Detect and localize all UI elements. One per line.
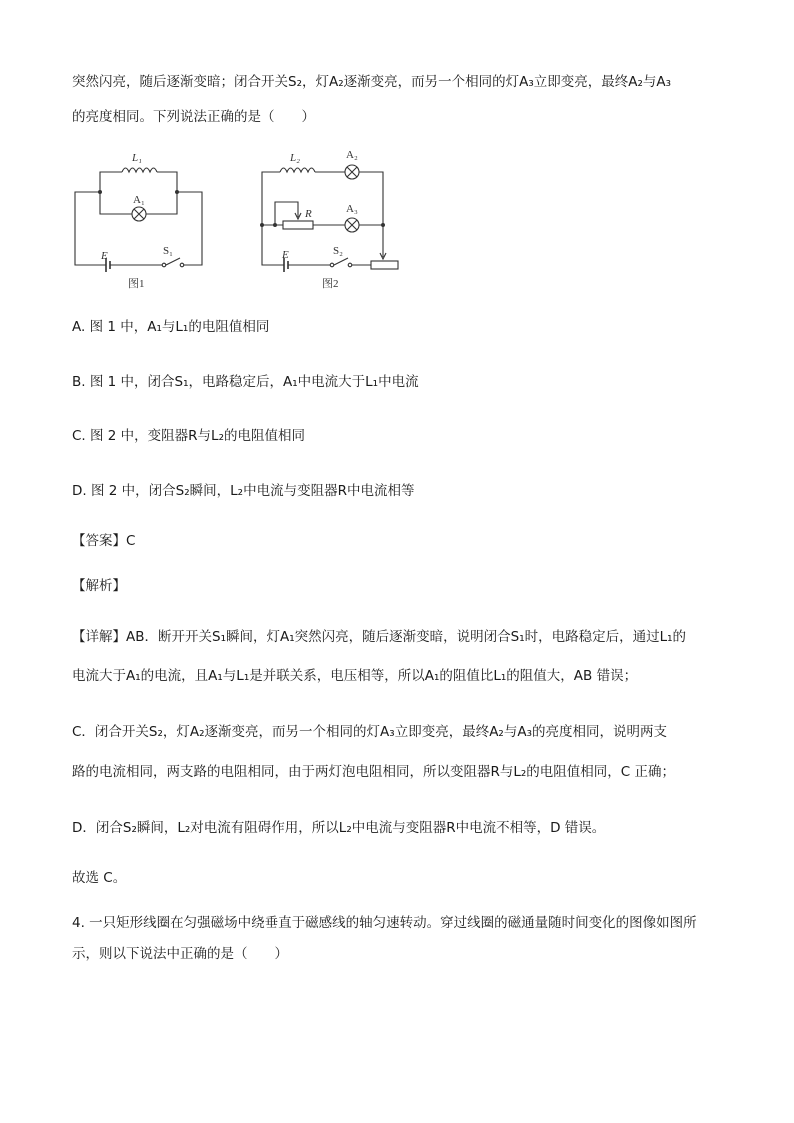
circuit-figures <box>70 145 410 295</box>
analysis-conclusion: 故选 C。 <box>72 870 127 886</box>
rheostat-r <box>283 221 313 229</box>
option-a: A. 图 1 中，A₁与L₁的电阻值相同 <box>72 319 270 335</box>
analysis-p2-line1: C．闭合开关S₂，灯A₂逐渐变亮，而另一个相同的灯A₃立即变亮，最终A₂与A₃的亮度相同，说明两支 <box>72 724 667 740</box>
label-l1: L₁ <box>132 152 142 164</box>
label-s2: S₂ <box>333 245 343 257</box>
analysis-p3: D．闭合S₂瞬间，L₂对电流有阻碍作用，所以L₂中电流与变阻器R中电流不相等，D 错误。 <box>72 820 606 836</box>
analysis-tag: 【解析】 <box>72 578 126 594</box>
answer-tag: 【答案】 <box>72 533 126 549</box>
label-r: R <box>305 208 312 220</box>
fig1-caption: 图1 <box>128 278 145 290</box>
label-a1: A₁ <box>133 194 145 206</box>
circuit-diagrams <box>70 145 410 295</box>
inductor-l2 <box>280 168 315 172</box>
option-c: C. 图 2 中，变阻器R与L₂的电阻值相同 <box>72 428 305 444</box>
label-a2: A₂ <box>346 149 358 161</box>
label-s1: S₁ <box>163 245 173 257</box>
question4-text-line1: 4. 一只矩形线圈在匀强磁场中绕垂直于磁感线的轴匀速转动。穿过线圈的磁通量随时间变化的图像如图所 <box>72 915 697 931</box>
question3-text-line2: 的亮度相同。下列说法正确的是（ ） <box>72 109 315 125</box>
rheostat-bottom <box>371 261 398 269</box>
label-e2: E <box>282 249 289 261</box>
answer-value: C <box>126 533 136 549</box>
analysis-p1-line2: 电流大于A₁的电流，且A₁与L₁是并联关系，电压相等，所以A₁的阻值比L₁的阻值大，AB 错误； <box>72 668 638 684</box>
switch-s2 <box>334 258 348 265</box>
option-d: D. 图 2 中，闭合S₂瞬间，L₂中电流与变阻器R中电流相等 <box>72 483 415 499</box>
switch-s1 <box>166 258 180 265</box>
question4-text-line2: 示，则以下说法中正确的是（ ） <box>72 946 288 962</box>
answer <box>72 531 135 551</box>
label-a3: A₃ <box>346 203 358 215</box>
label-l2: L₂ <box>290 152 300 164</box>
label-e1: E <box>101 250 108 262</box>
analysis-p1-line1: 【详解】AB．断开开关S₁瞬间，灯A₁突然闪亮，随后逐渐变暗，说明闭合S₁时，电路稳定后，通过L₁的 <box>72 629 687 645</box>
fig2-caption: 图2 <box>322 278 339 290</box>
inductor-l1 <box>122 168 157 172</box>
analysis-p2-line2: 路的电流相同，两支路的电阻相同，由于两灯泡电阻相同，所以变阻器R与L₂的电阻值相同，C 正确； <box>72 764 676 780</box>
question3-text-line1: 突然闪亮，随后逐渐变暗；闭合开关S₂，灯A₂逐渐变亮，而另一个相同的灯A₃立即变亮，最终A₂与A₃ <box>72 74 672 90</box>
option-b: B. 图 1 中，闭合S₁，电路稳定后，A₁中电流大于L₁中电流 <box>72 374 419 390</box>
